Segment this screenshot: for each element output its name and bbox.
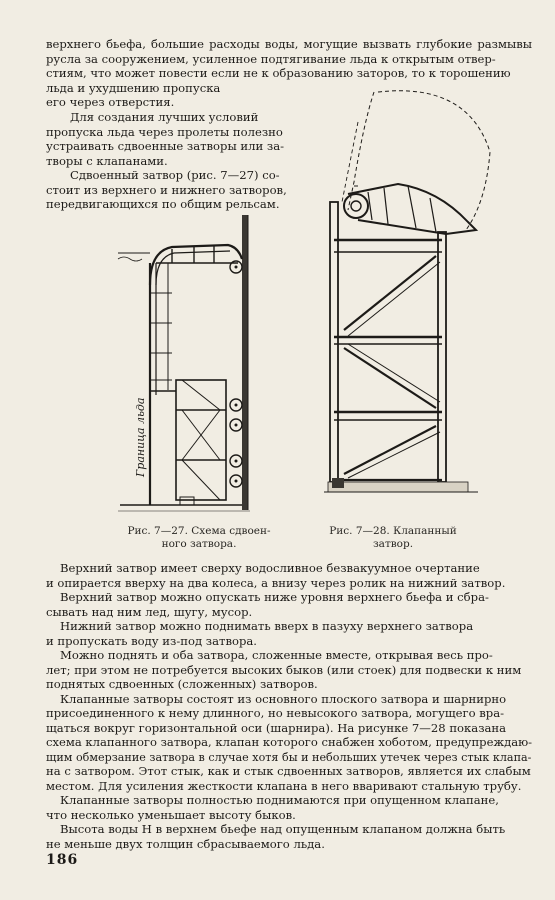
text-line: не меньше двух толщин сбрасываемого льда.	[46, 836, 325, 851]
side-paragraph	[46, 110, 306, 212]
caption-line: ного затвора.	[161, 538, 237, 550]
ground-hatch	[328, 482, 468, 492]
page-number: 186	[46, 852, 79, 868]
text-line: Для создания лучших условий	[70, 110, 259, 124]
text-line: что несколько уменьшает высоту быков.	[46, 807, 296, 822]
text-line: творы с клапанами.	[46, 153, 168, 168]
text-line: сывать над ним лед, шугу, мусор.	[46, 604, 253, 619]
flap-gate-figure	[318, 82, 538, 522]
text-line: Верхний затвор имеет сверху водосливное безвакуумное очертание	[60, 561, 480, 575]
text-line: на с затвором. Этот стык, как и стык сдвоенных затворов, является их слабым	[46, 764, 531, 778]
figure-7-27-caption	[104, 525, 294, 551]
text-line: русла за сооружением, усиленное подтягивание льда к открытым отвер-	[46, 51, 496, 66]
text-line: передвигающихся по общим рельсам.	[46, 197, 280, 211]
text-line: Сдвоенный затвор (рис. 7—27) со-	[70, 168, 280, 182]
double-gate-figure	[110, 215, 290, 525]
text-line: и опирается вверху на два колеса, а внизу через ролик на нижний затвор.	[46, 575, 506, 590]
figure-7-28-caption	[318, 525, 468, 551]
text-line: верхнего бьефа, большие расходы воды, могущие вызвать глубокие размывы	[46, 37, 532, 51]
text-line: Можно поднять и оба затвора, сложенные вместе, открывая весь про-	[60, 648, 493, 662]
body-paragraphs	[46, 561, 532, 851]
text-line: стиям, что может повести если не к образованию заторов, то к торошению	[46, 66, 511, 80]
text-line: щим обмерзание затвора в случае хотя бы и небольших утечек через стык клапа-	[46, 749, 532, 764]
text-line: поднятых сдвоенных (сложенных) затворов.	[46, 677, 318, 691]
text-line: местом. Для усиления жесткости клапана в него вваривают стальную трубу.	[46, 778, 522, 793]
ice-boundary-label: Граница льда	[134, 397, 147, 477]
text-line: Нижний затвор можно поднимать вверх в пазуху верхнего затвора	[60, 619, 474, 633]
text-line: Клапанные затворы полностью поднимаются при опущенном клапане,	[60, 793, 499, 807]
text-line: схема клапанного затвора, клапан которого снабжен хоботом, предупреждаю-	[46, 735, 533, 749]
text-line: пропуска льда через пролеты полезно	[46, 124, 283, 139]
text-line: стоит из верхнего и нижнего затворов,	[46, 182, 287, 197]
text-line: устраивать сдвоенные затворы или за-	[46, 139, 285, 153]
text-line: Клапанные затворы состоят из основного плоского затвора и шарнирно	[60, 691, 507, 706]
text-line: его через отверстия.	[46, 95, 175, 109]
text-line: щаться вокруг горизонтальной оси (шарнира). На рисунке 7—28 показана	[46, 720, 507, 735]
caption-line: затвор.	[372, 538, 414, 550]
caption-line: Рис. 7—28. Клапанный	[329, 525, 457, 537]
text-line: льда и ухудшению пропуска	[46, 80, 221, 95]
text-line: лет; при этом не потребуется высоких быков (или стоек) для подвески к ним	[46, 662, 522, 677]
text-line: Высота воды H в верхнем бьефе над опущенным клапаном должна быть	[60, 822, 506, 836]
text-line: присоединенного к нему длинного, но невысокого затвора, могущего вра-	[46, 706, 505, 720]
text-line: и пропускать воду из-под затвора.	[46, 633, 257, 648]
caption-line: Рис. 7—27. Схема сдвоен-	[127, 525, 271, 537]
wall-hatch	[242, 215, 248, 510]
text-line: Верхний затвор можно опускать ниже уровня верхнего бьефа и сбра-	[60, 590, 489, 604]
